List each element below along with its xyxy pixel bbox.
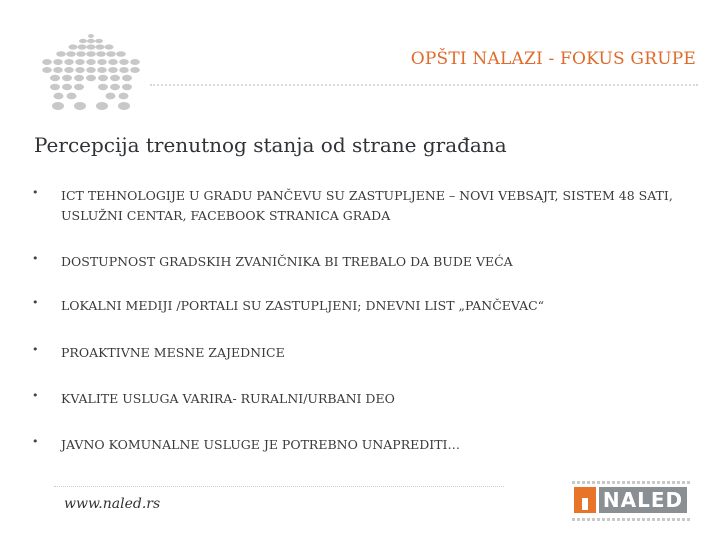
page-header-title: OPŠTI NALAZI - FOKUS GRUPE bbox=[410, 49, 696, 69]
bullet-dot: • bbox=[32, 186, 39, 199]
naled-logo-icon bbox=[572, 480, 690, 526]
bullet-text: LOKALNI MEDIJI /PORTALI SU ZASTUPLJENI; DNEVNI LIST „PANČEVAC“ bbox=[61, 298, 545, 313]
bullet-text: ICT TEHNOLOGIJE U GRADU PANČEVU SU ZASTUPLJENE – NOVI VEBSAJT, SISTEM 48 SATI, USLUŽNI CENTAR, FACEBOOK STRANICA GRADA bbox=[61, 188, 673, 223]
bullet-text: PROAKTIVNE MESNE ZAJEDNICE bbox=[61, 345, 285, 360]
bullet-dot: • bbox=[32, 343, 39, 356]
footer-website-link[interactable]: www.naled.rs bbox=[64, 496, 161, 512]
footer-divider bbox=[54, 486, 504, 487]
slide-heading: Percepcija trenutnog stanja od strane građana bbox=[34, 133, 507, 157]
bullet-dot: • bbox=[32, 296, 39, 309]
bullet-dot: • bbox=[32, 389, 39, 402]
bullet-text: KVALITE USLUGA VARIRA- RURALNI/URBANI DEO bbox=[61, 391, 395, 406]
header-divider bbox=[150, 84, 698, 86]
bullet-dot: • bbox=[32, 252, 39, 265]
naled-mark-icon bbox=[574, 487, 596, 513]
naled-logo-text: NALED bbox=[599, 487, 687, 513]
bullet-text: DOSTUPNOST GRADSKIH ZVANIČNIKA BI TREBALO DA BUDE VEĆA bbox=[61, 254, 513, 269]
logo-tagline-top bbox=[572, 481, 690, 484]
dotted-building-logo-icon bbox=[36, 32, 146, 118]
bullet-dot: • bbox=[32, 435, 39, 448]
bullet-text: JAVNO KOMUNALNE USLUGE JE POTREBNO UNAPREDITI… bbox=[61, 437, 460, 452]
logo-tagline-bottom bbox=[572, 518, 690, 521]
